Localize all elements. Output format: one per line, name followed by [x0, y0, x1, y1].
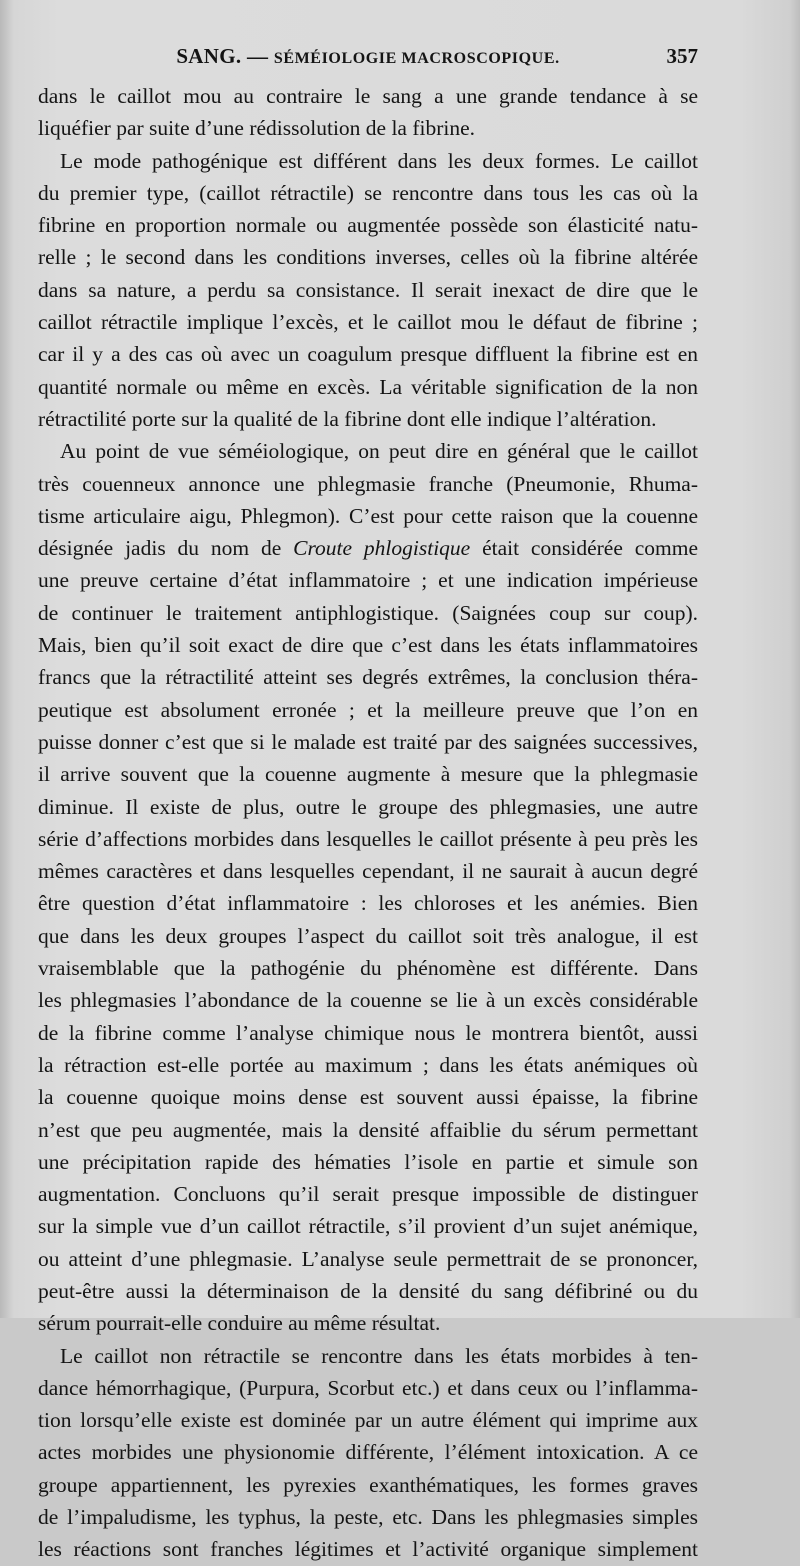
- text-line: dans le caillot mou au contraire le sang a une grande tendance à se: [38, 84, 698, 108]
- text-line: car il y a des cas où avec un coagulum presque diffluent la fibrine est en: [38, 342, 698, 367]
- text-line: peutique est absolument erronée ; et la meilleure preuve que l’on en: [38, 697, 698, 722]
- italic-phrase: Croute phlogistique: [293, 536, 471, 561]
- text-line: les phlegmasies l’abondance de la couenne se lie à un excès considérable: [38, 988, 698, 1013]
- text-line: une précipitation rapide des hématies l’isole en partie et simule son: [38, 1149, 698, 1174]
- page-number: 357: [666, 44, 698, 68]
- body-text: [38, 80, 698, 1566]
- text-line: la rétraction est-elle portée au maximum ; dans les états anémiques où: [38, 1052, 698, 1077]
- text-line: de la fibrine comme l’analyse chimique nous le montrera bientôt, aussi: [38, 1020, 698, 1045]
- text-line: il arrive souvent que la couenne augmente à mesure que la phlegmasie: [38, 762, 698, 787]
- running-title: [38, 44, 698, 69]
- text-line: ou atteint d’une phlegmasie. L’analyse seule permettrait de se prononcer,: [38, 1246, 698, 1271]
- text-line: augmentation. Concluons qu’il serait presque impossible de distinguer: [38, 1182, 698, 1207]
- text-line: Au point de vue séméiologique, on peut dire en général que le caillot: [60, 439, 698, 464]
- text-line: francs que la rétractilité atteint ses degrés extrêmes, la conclusion théra-: [38, 665, 698, 690]
- text-line: série d’affections morbides dans lesquelles le caillot présente à peu près les: [38, 826, 698, 851]
- text-line: rétractilité porte sur la qualité de la fibrine dont elle indique l’altération.: [38, 406, 657, 431]
- text-line: quantité normale ou même en excès. La véritable signification de la non: [38, 374, 698, 399]
- text-line: groupe appartiennent, les pyrexies exanthématiques, les formes graves: [38, 1472, 698, 1497]
- text-line: fibrine en proportion normale ou augmentée possède son élasticité natu-: [38, 213, 698, 238]
- text-line: dance hémorrhagique, (Purpura, Scorbut etc.) et dans ceux ou l’inflamma-: [38, 1375, 698, 1400]
- text-line: liquéfier par suite d’une rédissolution de la fibrine.: [38, 116, 476, 141]
- text-line: du premier type, (caillot rétractile) se rencontre dans tous les cas où la: [38, 180, 698, 205]
- text-line: sérum pourrait-elle conduire au même résultat.: [38, 1311, 441, 1336]
- text-line: tion lorsqu’elle existe est dominée par un autre élément qui imprime aux: [38, 1408, 698, 1433]
- text-line: Le caillot non rétractile se rencontre dans les états morbides à ten-: [60, 1343, 698, 1368]
- text-line: n’est que peu augmentée, mais la densité affaiblie du sérum permettant: [38, 1117, 698, 1142]
- running-title-main: SANG. —: [176, 44, 269, 68]
- text-line: Le mode pathogénique est différent dans les deux formes. Le caillot: [60, 148, 698, 173]
- text-line: Mais, bien qu’il soit exact de dire que c’est dans les états inflammatoires: [38, 633, 698, 658]
- text-line: une preuve certaine d’état inflammatoire ; et une indication impérieuse: [38, 568, 698, 593]
- text-line: actes morbides une physionomie différente, l’élément intoxication. A ce: [38, 1440, 698, 1465]
- text-line: peut-être aussi la déterminaison de la densité du sang défibriné ou du: [38, 1278, 698, 1303]
- text-line: vraisemblable que la pathogénie du phénomène est différente. Dans: [38, 956, 698, 981]
- text-line: les réactions sont franches légitimes et l’activité organique simplement: [38, 1537, 698, 1562]
- text-line: très couenneux annonce une phlegmasie franche (Pneumonie, Rhuma-: [38, 471, 698, 496]
- text-line: être question d’état inflammatoire : les chloroses et les anémies. Bien: [38, 891, 698, 916]
- running-title-sub: SÉMÉIOLOGIE MACROSCOPIQUE.: [273, 50, 560, 67]
- text-line: sur la simple vue d’un caillot rétractile, s’il provient d’un sujet anémique,: [38, 1214, 698, 1239]
- text-line: la couenne quoique moins dense est souvent aussi épaisse, la fibrine: [38, 1085, 698, 1110]
- text-line: relle ; le second dans les conditions inverses, celles où la fibrine altérée: [38, 245, 698, 270]
- text-line: puisse donner c’est que si le malade est traité par des saignées successives,: [38, 729, 698, 754]
- text-line: désignée jadis du nom de Croute phlogistique était considérée comme: [38, 536, 698, 561]
- text-line: de continuer le traitement antiphlogistique. (Saignées coup sur coup).: [38, 600, 698, 625]
- text-line: que dans les deux groupes l’aspect du caillot soit très analogue, il est: [38, 923, 698, 948]
- text-line: mêmes caractères et dans lesquelles cependant, il ne saurait à aucun degré: [38, 859, 698, 884]
- text-line: dans sa nature, a perdu sa consistance. Il serait inexact de dire que le: [38, 277, 698, 302]
- text-line: caillot rétractile implique l’excès, et le caillot mou le défaut de fibrine ;: [38, 310, 698, 335]
- text-line: diminue. Il existe de plus, outre le groupe des phlegmasies, une autre: [38, 794, 698, 819]
- text-line: de l’impaludisme, les typhus, la peste, etc. Dans les phlegmasies simples: [38, 1505, 698, 1530]
- running-header: [38, 44, 698, 74]
- text-line: tisme articulaire aigu, Phlegmon). C’est pour cette raison que la couenne: [38, 503, 698, 528]
